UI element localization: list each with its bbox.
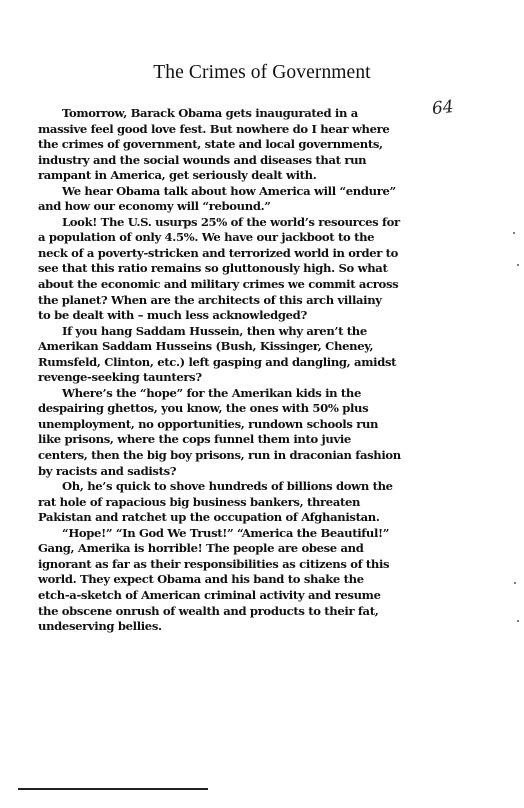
scan-speck (513, 232, 515, 234)
text-line: massive feel good love fest. But nowhere do I hear where (38, 121, 390, 136)
text-line: ignorant as far as their responsibilities as citizens of this (38, 556, 390, 571)
text-line: undeserving bellies. (38, 619, 162, 634)
text-line: to be dealt with – much less acknowledged? (38, 308, 307, 323)
text-line: unemployment, no opportunities, rundown schools run (38, 416, 379, 431)
handwritten-page-number: 64 (431, 96, 455, 120)
text-line: Look! The U.S. usurps 25% of the world’s resources for (62, 214, 400, 229)
text-line: rat hole of rapacious big business bankers, threaten (38, 494, 361, 509)
text-line: revenge-seeking taunters? (38, 370, 202, 385)
text-line: “Hope!” “In God We Trust!” “America the Beautiful!” (62, 525, 390, 540)
text-line: centers, then the big boy prisons, run in draconian fashion (38, 448, 401, 463)
text-line: Gang, Amerika is horrible! The people are obese and (38, 541, 364, 556)
text-line: like prisons, where the cops funnel them into juvie (38, 432, 351, 447)
page-title: The Crimes of Government (153, 62, 371, 83)
text-line: the planet? When are the architects of this arch villainy (38, 292, 382, 307)
text-line: Oh, he’s quick to shove hundreds of billions down the (62, 479, 393, 494)
text-line: Rumsfeld, Clinton, etc.) left gasping and dangling, amidst (38, 354, 397, 369)
text-line: If you hang Saddam Hussein, then why aren’t the (62, 323, 367, 338)
text-line: Tomorrow, Barack Obama gets inaugurated in a (62, 106, 358, 120)
footer-rule (18, 788, 208, 790)
text-line: the obscene onrush of wealth and products to their fat, (38, 603, 379, 618)
text-line: rampant in America, get seriously dealt with. (38, 168, 317, 183)
text-line: industry and the social wounds and diseases that run (38, 152, 367, 167)
text-line: the crimes of government, state and local governments, (38, 137, 383, 152)
text-line: Where’s the “hope” for the Amerikan kids in the (62, 385, 362, 400)
text-line: about the economic and military crimes we commit across (38, 277, 399, 292)
text-line: despairing ghettos, you know, the ones with 50% plus (38, 401, 369, 416)
body-text (38, 106, 458, 635)
scan-speck (514, 582, 516, 584)
text-line: by racists and sadists? (38, 463, 177, 478)
text-line: etch-a-sketch of American criminal activity and resume (38, 587, 381, 602)
text-line: Pakistan and ratchet up the occupation of Afghanistan. (38, 510, 380, 525)
text-line: Amerikan Saddam Husseins (Bush, Kissinger, Cheney, (38, 339, 374, 354)
text-line: neck of a poverty-stricken and terrorized world in order to (38, 245, 399, 260)
text-line: world. They expect Obama and his band to shake the (38, 572, 364, 587)
text-line: and how our economy will “rebound.” (38, 199, 271, 214)
text-line: We hear Obama talk about how America will “endure” (62, 183, 396, 198)
scan-speck (517, 264, 519, 266)
scan-speck (517, 620, 519, 622)
text-line: a population of only 4.5%. We have our jackboot to the (38, 230, 375, 245)
text-line: see that this ratio remains so gluttonously high. So what (38, 261, 388, 276)
